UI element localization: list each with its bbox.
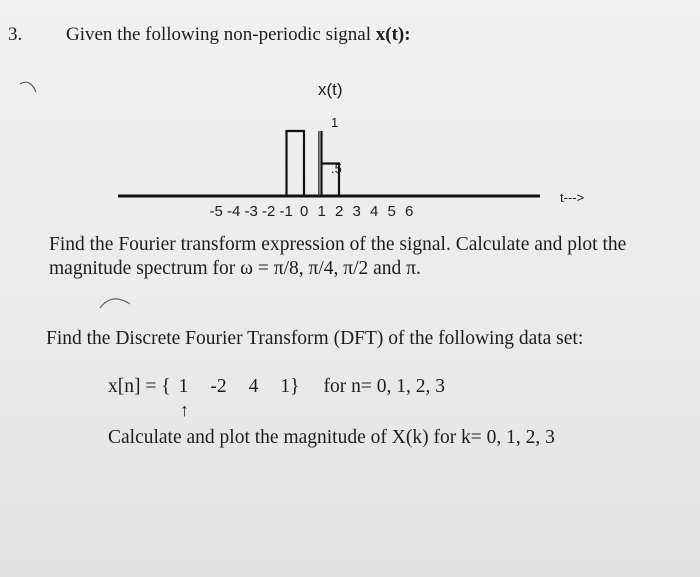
pen-mark — [20, 82, 36, 92]
part-a-line-1: Find the Fourier transform expression of the signal. Calculate and plot the — [49, 234, 627, 255]
part-a-line-2: magnitude spectrum for ω = π/8, π/4, π/2 and π. — [49, 258, 421, 279]
origin-marker: ↑ — [180, 400, 189, 420]
sequence-lhs: x[n] = { — [108, 376, 171, 397]
sequence-range: for n= 0, 1, 2, 3 — [323, 376, 445, 397]
tick-label: -4 — [227, 203, 241, 220]
question-number: 3. — [8, 24, 23, 45]
level-label-one: 1 — [331, 115, 339, 130]
intro-text: Given the following non-periodic signal — [66, 24, 371, 45]
tick-label: 6 — [405, 203, 414, 220]
plot-title: x(t) — [318, 80, 343, 99]
tick-label: 4 — [370, 203, 379, 220]
sequence-definition — [108, 376, 445, 398]
tick-labels — [210, 203, 414, 220]
tick-label: 2 — [335, 203, 344, 220]
sequence-value: 1} — [280, 376, 300, 397]
tick-label: -2 — [262, 203, 276, 220]
tick-label: 0 — [300, 203, 309, 220]
time-axis-label: t---> — [560, 190, 585, 205]
pen-mark-curve — [96, 290, 146, 320]
signal-plot — [0, 0, 700, 230]
sequence-value: -2 — [210, 376, 227, 397]
tick-label: 5 — [387, 203, 396, 220]
tick-label: 1 — [317, 203, 326, 220]
level-label-half: .5 — [331, 161, 342, 176]
part-b-prompt: Find the Discrete Fourier Transform (DFT) of the following data set: — [46, 328, 584, 349]
part-b-instruction: Calculate and plot the magnitude of X(k) for k= 0, 1, 2, 3 — [108, 427, 555, 448]
tick-label: 3 — [352, 203, 361, 220]
tick-label: -1 — [279, 203, 293, 220]
sequence-value: 1 — [178, 376, 189, 397]
sequence-value: 4 — [248, 376, 259, 397]
tick-label: -3 — [244, 203, 258, 220]
tick-label: -5 — [209, 203, 223, 220]
signal-symbol: x(t): — [375, 24, 411, 45]
